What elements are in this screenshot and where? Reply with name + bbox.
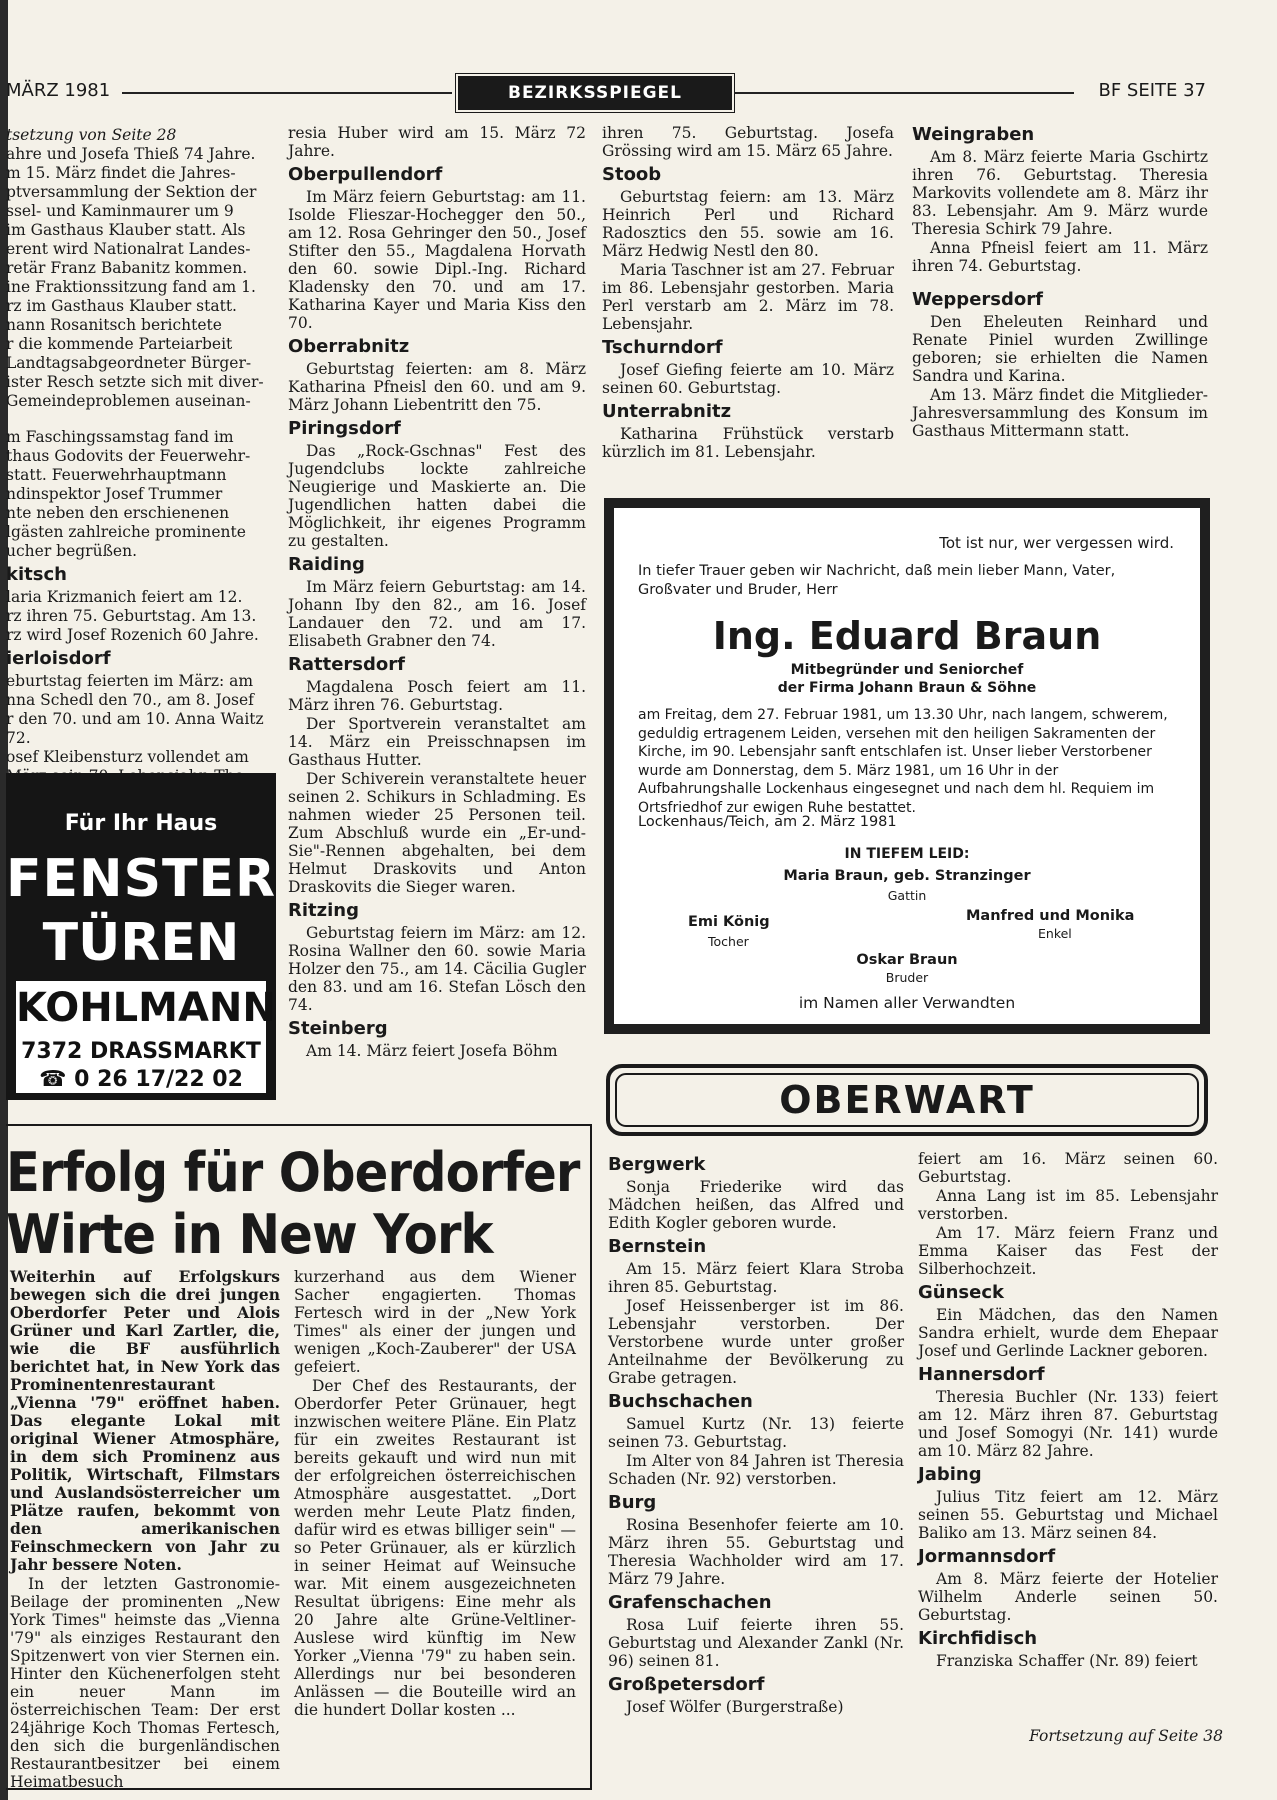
obituary-motto: Tot ist nur, wer vergessen wird. bbox=[939, 534, 1174, 552]
obituary-intro: In tiefer Trauer geben wir Nachricht, daß mein lieber Mann, Vater, Großvater und Bruder, Herr bbox=[638, 563, 1116, 598]
section-title: BEZIRKSSPIEGEL bbox=[458, 76, 732, 110]
section-heading: Unterrabnitz bbox=[602, 401, 732, 422]
text-line: ndinspektor Josef Trummer bbox=[6, 485, 223, 503]
advertisement-kohlmann bbox=[6, 773, 276, 1100]
header-rule-right bbox=[734, 92, 1074, 94]
ad-address: 7372 DRASSMARKT bbox=[21, 1039, 261, 1064]
section-heading: Bergwerk bbox=[608, 1154, 706, 1175]
paragraph: Magdalena Posch feiert am 11. März ihren 76. Geburtstag. bbox=[288, 678, 586, 714]
obituary-notice bbox=[604, 498, 1210, 1034]
mourner-name: Oskar Braun bbox=[856, 952, 958, 968]
region-banner-title: OBERWART bbox=[615, 1073, 1199, 1127]
feature-lead: Weiterhin auf Erfolgskurs bewegen sich die drei jungen Oberdorfer Peter und Alois Grüner und Karl Zartler, die, wie die BF ausführlich berichtet hat, in New York das Prominentenrestaurant „Vienna '79" eröffnet haben. Das elegante Lokal mit original Wiener Atmosphäre, in dem sich Prominenz aus Politik, Wirtschaft, Filmstars und Auslandsösterreicher um Plätze raufen, bekommt von den amerikanischen Feinschmeckern von Jahr zu Jahr bessere Noten. bbox=[10, 1267, 280, 1574]
paragraph: Maria Taschner ist am 27. Februar im 86. Lebensjahr gestorben. Maria Perl verstarb am 2. März im 78. Lebensjahr. bbox=[602, 261, 894, 333]
section-heading: Jabing bbox=[918, 1464, 982, 1485]
paragraph: Der Chef des Restaurants, der Oberdorfer Peter Grünauer, hegt inzwischen weitere Pläne. Ein Platz für ein zweites Restaurant ist bereits gekauft und wird nun mit der erfolgreichen österreichischen Atmosphäre ausgestattet. „Dort werden mehr Leute Platz finden, dafür wird es etwas billiger sein" — so Peter Grünauer, als er kürzlich in seiner Heimat auf Weinsuche war. Mit einem ausgezeichneten Resultat übrigens: Eine mehr als 20 Jahre alte Grüne-Veltliner-Auslese wird künftig im New Yorker „Vienna '79" zu haben sein. Allerdings nur bei besonderen Anlässen — die Bouteille wird an die hundert Dollar kosten ... bbox=[294, 1377, 576, 1719]
paragraph: ihren 75. Geburtstag. Josefa Grössing wird am 15. März 65 Jahre. bbox=[602, 124, 894, 160]
section-heading: Raiding bbox=[288, 554, 365, 575]
deceased-role: Mitbegründer und Seniorchef bbox=[790, 662, 1024, 678]
column-3 bbox=[602, 124, 894, 462]
obituary-inner-frame bbox=[628, 522, 1186, 1010]
paragraph: Am 14. März feiert Josefa Böhm bbox=[306, 1042, 558, 1060]
ad-product-windows: FENSTER bbox=[6, 849, 277, 909]
paragraph: Katharina Frühstück verstarb kürzlich im 81. Lebensjahr. bbox=[602, 425, 894, 461]
text-line: im Gasthaus Klauber statt. Als bbox=[6, 221, 246, 239]
mourner-relation: Tocher bbox=[708, 934, 749, 949]
section-heading: Jormannsdorf bbox=[918, 1546, 1056, 1567]
section-heading: ierloisdorf bbox=[6, 648, 111, 669]
paragraph: Das „Rock-Gschnas" Fest des Jugendclubs lockte zahlreiche Neugierige und Maskierte an. Die Jugendlichen hatten dabei die Möglichkeit, ihr eigenes Programm zu gestalten. bbox=[288, 442, 586, 550]
paragraph: Im März feiern Geburtstag: am 14. Johann Iby den 82., am 16. Josef Landauer den 72. und am 17. Elisabeth Grabner den 74. bbox=[288, 578, 586, 650]
deceased-company: der Firma Johann Braun & Söhne bbox=[777, 680, 1037, 696]
page-header bbox=[6, 76, 1206, 108]
obituary-body: am Freitag, dem 27. Februar 1981, um 13.30 Uhr, nach langem, schwerem, geduldig ertragenem Leiden, versehen mit den heiligen Sakramenten der Kirche, im 90. Lebensjahr sanft entschlafen ist. Unser lieber Verstorbener wurde am Donnerstag, dem 5. März 1981, um 16 Uhr in der Aufbahrungshalle Lockenhaus eingesegnet und nach dem hl. Requiem im Ortsfriedhof zur ewigen Ruhe bestattet. bbox=[638, 707, 1168, 816]
paragraph: Am 17. März feiern Franz und Emma Kaiser das Fest der Silberhochzeit. bbox=[918, 1224, 1218, 1278]
paragraph: Anna Pfneisl feiert am 11. März ihren 74. Geburtstag. bbox=[912, 239, 1208, 275]
paragraph: Im März feiern Geburtstag: am 11. Isolde Flieszar-Hochegger den 50., am 12. Rosa Gehringer den 50., Josef Stifter den 55., Magdalena Horvath den 60. sowie Dipl.-Ing. Richard Kladensky den 70. und am 17. Katharina Kayer und Maria Kiss den 70. bbox=[288, 188, 586, 332]
feature-headline-line2: Wirte in New York bbox=[6, 1203, 493, 1266]
paragraph: resia Huber wird am 15. März 72 Jahre. bbox=[288, 124, 586, 160]
text-line: r den 70. und am 10. Anna Waitz bbox=[6, 710, 264, 728]
section-heading: Hannersdorf bbox=[918, 1364, 1045, 1385]
paragraph: kurzerhand aus dem Wiener Sacher engagierten. Thomas Fertesch wird in der „New York Times" als einer der jungen und wenigen „Koch-Zauberer" der USA gefeiert. bbox=[294, 1268, 576, 1376]
text-line: statt. Feuerwehrhauptmann bbox=[6, 466, 227, 484]
text-line: ucher begrüßen. bbox=[6, 542, 138, 560]
paragraph: Geburtstag feiern: am 13. März Heinrich Perl und Richard Radosztics den 55. sowie am 16. März Hedwig Nestl den 80. bbox=[602, 188, 894, 260]
text-line: 72. bbox=[6, 729, 31, 747]
section-heading: Piringsdorf bbox=[288, 418, 401, 439]
text-line: rz wird Josef Rozenich 60 Jahre. bbox=[6, 626, 259, 644]
obituary-mourning-heading: IN TIEFEM LEID: bbox=[844, 846, 970, 862]
text-line: m Faschingssamstag fand im bbox=[6, 428, 234, 446]
obituary-place-date: Lockenhaus/Teich, am 2. März 1981 bbox=[638, 814, 897, 830]
paragraph: Rosa Luif feierte ihren 55. Geburtstag und Alexander Zankl (Nr. 96) seinen 81. bbox=[608, 1616, 904, 1670]
paragraph: Der Sportverein veranstaltet am 14. März ein Preisschnapsen im Gasthaus Hutter. bbox=[288, 715, 586, 769]
text-line: rz ihren 75. Geburtstag. Am 13. bbox=[6, 607, 257, 625]
paragraph: Geburtstag feiern im März: am 12. Rosina Wallner den 60. sowie Maria Holzer den 75., am 14. Cäcilia Gugler den 83. und am 16. Stefan Lösch den 74. bbox=[288, 924, 586, 1014]
section-heading: kitsch bbox=[6, 564, 67, 585]
text-line: laria Krizmanich feiert am 12. bbox=[6, 588, 243, 606]
text-line: thaus Godovits der Feuerwehr- bbox=[6, 447, 251, 465]
section-heading: Oberpullendorf bbox=[288, 164, 443, 185]
text-line: retär Franz Babanitz kommen. bbox=[6, 259, 248, 277]
section-heading: Weingraben bbox=[912, 124, 1035, 145]
paragraph: Anna Lang ist im 85. Lebensjahr verstorben. bbox=[918, 1187, 1218, 1223]
paragraph: Am 8. März feierte der Hotelier Wilhelm Anderle seinen 50. Geburtstag. bbox=[918, 1570, 1218, 1624]
text-line: ine Fraktionssitzung fand am 1. bbox=[6, 278, 256, 296]
text-line: Landtagsabgeordneter Bürger- bbox=[6, 354, 252, 372]
paragraph: Sonja Friederike wird das Mädchen heißen, das Alfred und Edith Kogler geboren wurde. bbox=[608, 1178, 904, 1232]
oberwart-column-right bbox=[918, 1150, 1218, 1671]
paragraph: Im Alter von 84 Jahren ist Theresia Schaden (Nr. 92) verstorben. bbox=[608, 1452, 904, 1488]
text-line: m 15. März findet die Jahres- bbox=[6, 164, 236, 182]
region-banner bbox=[606, 1064, 1208, 1136]
header-rule-left bbox=[122, 92, 452, 94]
section-heading: Tschurndorf bbox=[602, 337, 723, 358]
section-heading: Günseck bbox=[918, 1282, 1004, 1303]
text-line: Gemeindeproblemen auseinan- bbox=[6, 392, 251, 410]
paragraph: Josef Wölfer (Burgerstraße) bbox=[626, 1698, 844, 1716]
ad-contact-panel bbox=[16, 981, 276, 1093]
paragraph: In der letzten Gastronomie-Beilage der prominenten „New York Times" heimste das „Vienna '79" als einziges Restaurant den Spitzenwert von vier Sternen ein. Hinter den Küchenerfolgen steht ein neuer Mann im österreichischen Team: Der erst 24jährige Koch Thomas Fertesch, den sich die burgenländischen Restaurantbesitzer bei einem Heimatbesuch bbox=[10, 1575, 280, 1791]
feature-headline-line1: Erfolg für Oberdorfer bbox=[6, 1141, 580, 1204]
section-heading: Großpetersdorf bbox=[608, 1674, 765, 1695]
feature-column-2 bbox=[294, 1268, 576, 1720]
text-line: ssel- und Kaminmaurer um 9 bbox=[6, 202, 234, 220]
paragraph: Den Eheleuten Reinhard und Renate Piniel wurden Zwillinge geboren; sie erhielten die Namen Sandra und Karina. bbox=[912, 313, 1208, 385]
text-line: osef Kleibensturz vollendet am bbox=[6, 748, 249, 766]
mourner-relation: Bruder bbox=[885, 970, 929, 985]
section-heading: Stoob bbox=[602, 164, 662, 185]
paragraph: Julius Titz feiert am 12. März seinen 55. Geburtstag und Michael Baliko am 13. März seinen 84. bbox=[918, 1488, 1218, 1542]
paragraph: Am 13. März findet die Mitglieder-Jahresversammlung des Konsum im Gasthaus Mittermann statt. bbox=[912, 386, 1208, 440]
mourner-relation: Gattin bbox=[887, 888, 927, 903]
paragraph: Josef Giefing feierte am 10. März seinen 60. Geburtstag. bbox=[602, 361, 894, 397]
mourner-relation: Enkel bbox=[1038, 926, 1072, 941]
text-line: erent wird Nationalrat Landes- bbox=[6, 240, 251, 258]
ad-phone: ☎ 0 26 17/22 02 bbox=[39, 1067, 243, 1092]
continued-on-page-link[interactable]: Fortsetzung auf Seite 38 bbox=[1029, 1727, 1223, 1745]
mourner-name: Emi König bbox=[688, 914, 770, 930]
ad-company-name: KOHLMANN bbox=[16, 985, 276, 1031]
section-heading: Buchschachen bbox=[608, 1391, 753, 1412]
obituary-closing: im Namen aller Verwandten bbox=[798, 994, 1016, 1012]
text-line: ister Resch setzte sich mit diver- bbox=[6, 373, 264, 391]
section-heading: Rattersdorf bbox=[288, 654, 405, 675]
paragraph: Der Schiverein veranstaltete heuer seinen 2. Schikurs in Schladming. Es nahmen wieder 25 Personen teil. Zum Abschluß wurde ein „Er-und-Sie"-Rennen abgehalten, bei dem Helmut Draskovits und Anton Draskovits die Sieger waren. bbox=[288, 770, 586, 896]
page-number: BF SEITE 37 bbox=[1098, 80, 1206, 101]
ad-product-doors: TÜREN bbox=[42, 913, 240, 973]
section-heading: Oberrabnitz bbox=[288, 336, 410, 357]
section-heading: Burg bbox=[608, 1492, 657, 1513]
section-heading: Weppersdorf bbox=[912, 289, 1043, 310]
section-heading: Grafenschachen bbox=[608, 1592, 772, 1613]
text-line: r die kommende Parteiarbeit bbox=[6, 335, 233, 353]
mourner-name: Manfred und Monika bbox=[966, 908, 1135, 924]
paragraph: Am 15. März feiert Klara Stroba ihren 85. Geburtstag. bbox=[608, 1260, 904, 1296]
deceased-name: Ing. Eduard Braun bbox=[712, 614, 1102, 658]
section-heading: Steinberg bbox=[288, 1018, 388, 1039]
paragraph: Ein Mädchen, das den Namen Sandra erhielt, wurde dem Ehepaar Josef und Gerlinde Lackner geboren. bbox=[918, 1306, 1218, 1360]
section-heading: Kirchfidisch bbox=[918, 1628, 1038, 1649]
paragraph: Am 8. März feierte Maria Gschirtz ihren 76. Geburtstag. Theresia Markovits vollendete am 8. März ihr 83. Lebensjahr. Am 9. März wurde Theresia Schirk 79 Jahre. bbox=[912, 148, 1208, 238]
continuation-note: tsetzung von Seite 28 bbox=[6, 126, 177, 144]
paragraph: Theresia Buchler (Nr. 133) feiert am 12. März ihren 87. Geburtstag und Josef Somogyi (Nr. 141) wurde am 10. März 82 Jahre. bbox=[918, 1388, 1218, 1460]
paragraph: Rosina Besenhofer feierte am 10. März ihren 55. Geburtstag und Theresia Wachholder wird am 17. März 79 Jahre. bbox=[608, 1516, 904, 1588]
issue-date: MÄRZ 1981 bbox=[6, 80, 111, 101]
paragraph: Franziska Schaffer (Nr. 89) feiert bbox=[936, 1652, 1198, 1670]
paragraph: feiert am 16. März seinen 60. Geburtstag. bbox=[918, 1150, 1218, 1186]
column-2 bbox=[288, 124, 586, 1061]
text-line: lgästen zahlreiche prominente bbox=[6, 523, 246, 541]
section-heading: Ritzing bbox=[288, 900, 359, 921]
text-line: rz im Gasthaus Klauber statt. bbox=[6, 297, 237, 315]
paragraph: Josef Heissenberger ist im 86. Lebensjahr verstorben. Der Verstorbene wurde unter großer Anteilnahme der Bevölkerung zu Grabe getragen. bbox=[608, 1297, 904, 1387]
feature-column-1 bbox=[10, 1268, 280, 1792]
section-heading: Bernstein bbox=[608, 1236, 707, 1257]
oberwart-column-left bbox=[608, 1150, 904, 1717]
ad-tagline: Für Ihr Haus bbox=[64, 811, 218, 836]
text-line: eburtstag feierten im März: am bbox=[6, 672, 254, 690]
text-line: ahre und Josefa Thieß 74 Jahre. bbox=[6, 145, 256, 163]
text-line: nte neben den erschienenen bbox=[6, 504, 230, 522]
column-1 bbox=[6, 126, 276, 786]
paragraph: Geburtstag feierten: am 8. März Katharina Pfneisl den 60. und am 9. März Johann Liebentritt den 75. bbox=[288, 360, 586, 414]
text-line: nna Schedl den 70., am 8. Josef bbox=[6, 691, 254, 709]
column-4 bbox=[912, 120, 1208, 441]
text-line: nann Rosanitsch berichtete bbox=[6, 316, 222, 334]
text-line: ptversammlung der Sektion der bbox=[6, 183, 257, 201]
mourner-name: Maria Braun, geb. Stranzinger bbox=[783, 868, 1031, 884]
paragraph: Samuel Kurtz (Nr. 13) feierte seinen 73. Geburtstag. bbox=[608, 1415, 904, 1451]
